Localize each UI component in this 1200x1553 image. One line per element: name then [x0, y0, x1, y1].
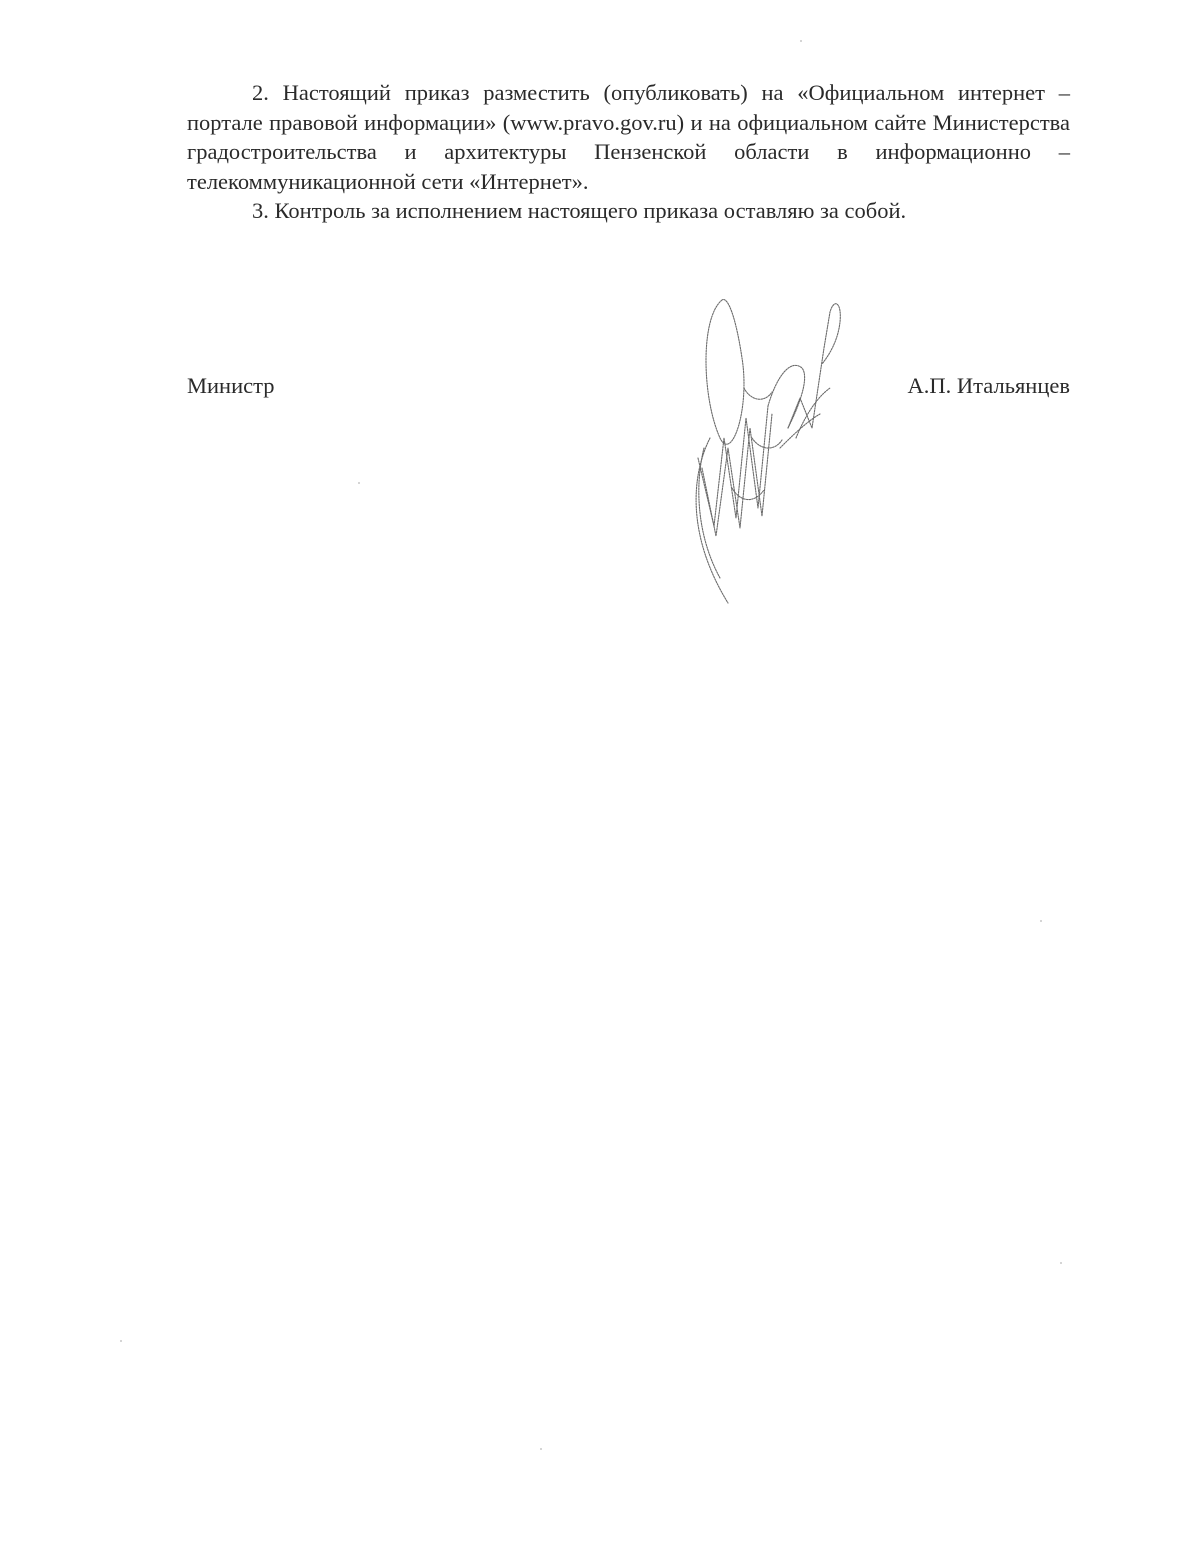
signer-name: А.П. Итальянцев: [907, 373, 1070, 398]
scan-speck: [358, 482, 360, 484]
scan-speck: [1060, 1262, 1062, 1264]
scan-speck: [120, 1340, 122, 1342]
paragraph-control: 3. Контроль за исполнением настоящего приказа оставляю за собой.: [252, 198, 907, 224]
signer-position: Министр: [187, 373, 275, 398]
paragraph-publication: 2. Настоящий приказ разместить (опубликовать) на «Официальном интернет – портале правовой информации» (www.pravo.gov.ru) и на официальном сайте Министерства градостроительства и архитектуры Пензенской области в информационно – телекоммуникационной сети «Интернет».: [187, 80, 1070, 194]
scan-speck: [540, 1448, 542, 1450]
scan-speck: [1040, 920, 1042, 922]
handwritten-signature: [680, 288, 860, 608]
scan-speck: [800, 40, 802, 42]
signature-block: [187, 373, 1070, 405]
order-body-text: [187, 78, 1070, 226]
